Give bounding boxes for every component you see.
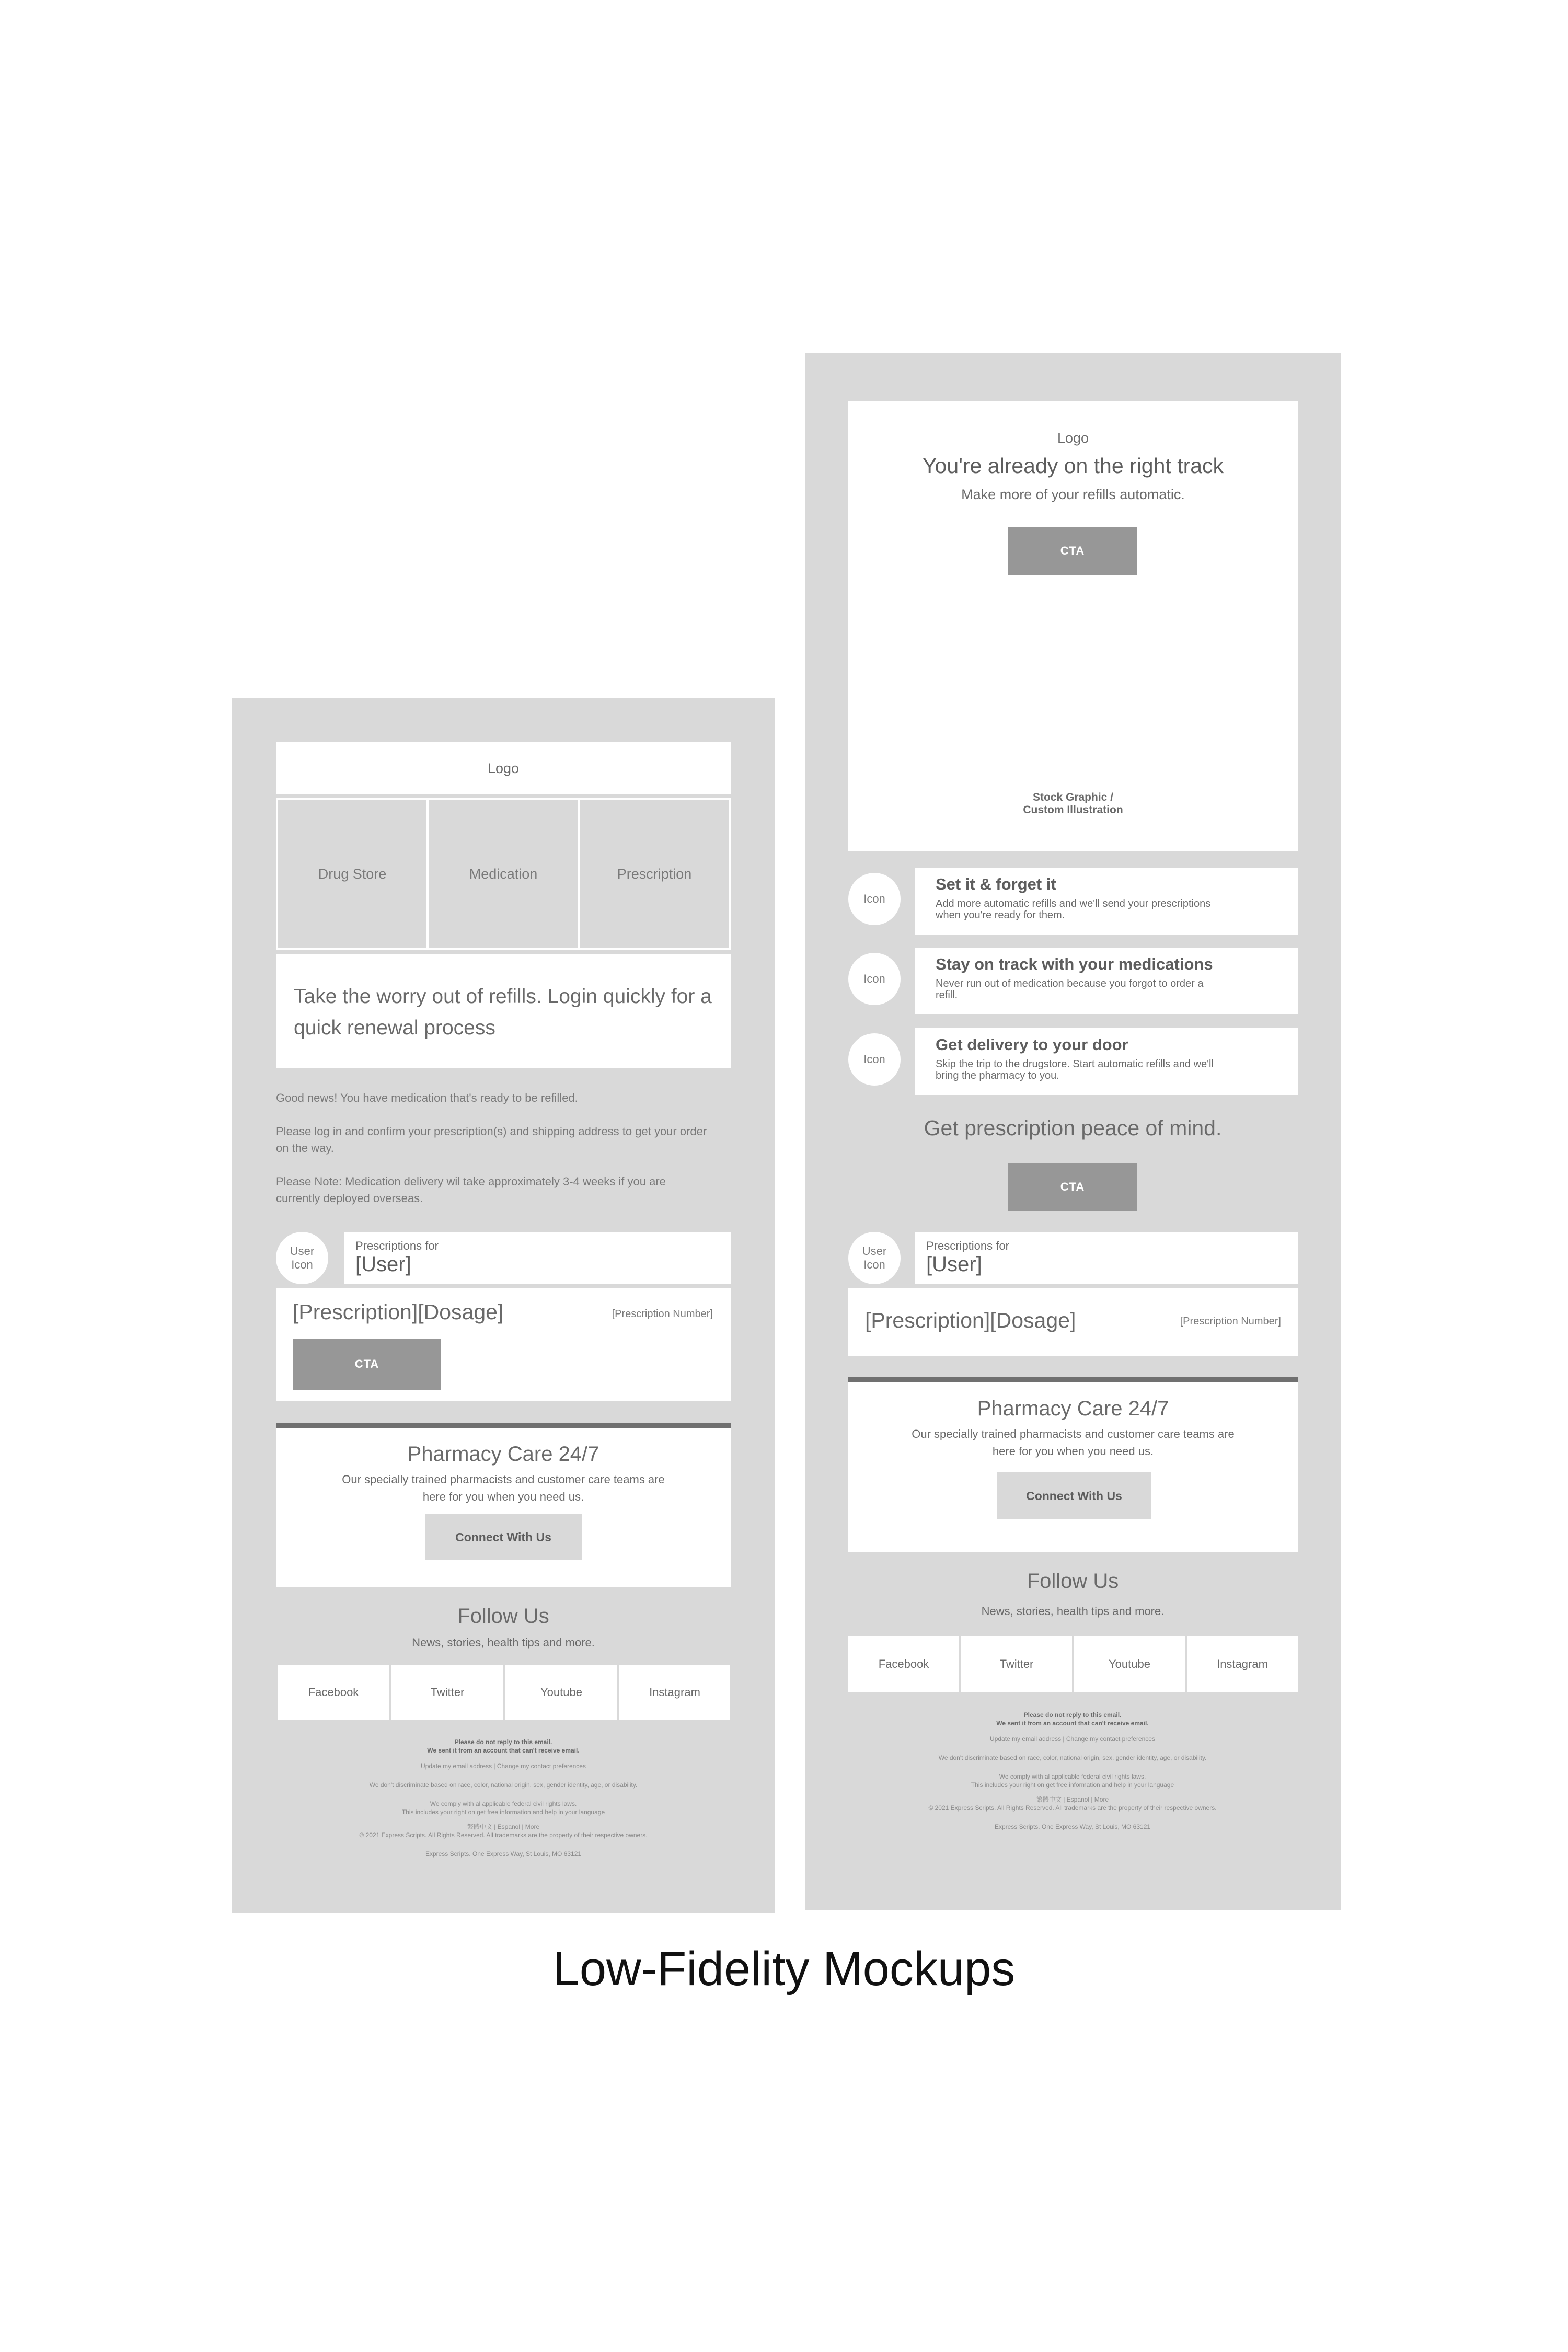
twitter-link[interactable] [961, 1636, 1072, 1692]
youtube-link[interactable] [1074, 1636, 1185, 1692]
feature-icon-2 [848, 953, 901, 1005]
right-headline: You're already on the right track [922, 454, 1224, 478]
care-title: Pharmacy Care 24/7 [407, 1443, 599, 1466]
care-text: Our specially trained pharmacists and customer care teams are here for you when you need us. [342, 1473, 665, 1503]
copyright: © 2021 Express Scripts. All Rights Reserved. All trademarks are the property of their respective owners. [359, 1831, 648, 1839]
preferences-links[interactable]: Update my email address | Change my contact preferences [421, 1762, 586, 1770]
right-care-box [848, 1382, 1298, 1552]
left-mockup-panel [232, 698, 775, 1913]
left-user-icon [276, 1232, 328, 1284]
social-label: Instagram [1217, 1657, 1268, 1670]
prescriptions-for-label: Prescriptions for [926, 1239, 1009, 1252]
feature-title: Set it & forget it [936, 875, 1056, 893]
cta-label: CTA [354, 1357, 379, 1370]
no-reply-2: We sent it from an account that can't receive email. [996, 1720, 1149, 1727]
right-user-icon [848, 1232, 901, 1284]
no-reply-1: Please do not reply to this email. [1023, 1711, 1122, 1719]
youtube-link[interactable] [505, 1665, 617, 1720]
left-follow-sub: News, stories, health tips and more. [412, 1636, 595, 1649]
facebook-link[interactable] [848, 1636, 959, 1692]
discrimination-notice: We don't discriminate based on race, color, national origin, sex, gender identity, age, or disability. [369, 1781, 638, 1789]
icon-label: Icon [863, 972, 885, 985]
comply-line-1: We comply with al applicable federal civil rights laws. [999, 1773, 1146, 1780]
instagram-link[interactable] [619, 1665, 730, 1720]
rx-title: [Prescription][Dosage] [293, 1300, 504, 1324]
tile-label: Medication [469, 866, 538, 882]
right-logo: Logo [1057, 430, 1089, 446]
icon-label: Icon [863, 892, 885, 905]
right-divider [848, 1377, 1298, 1382]
right-hero-cta-button[interactable] [1008, 527, 1137, 575]
social-label: Facebook [878, 1657, 929, 1670]
left-body-text [276, 1090, 710, 1207]
left-logo: Logo [487, 760, 520, 776]
left-rx-card [276, 1288, 731, 1401]
body-paragraph: Good news! You have medication that's ready to be refilled. [276, 1091, 578, 1104]
comply-line-2: This includes your right on get free information and help in your language [971, 1781, 1174, 1789]
left-hero-box [276, 954, 731, 1068]
left-logo-bar [276, 742, 731, 794]
feature-title: Stay on track with your medications [936, 955, 1213, 973]
right-follow-sub: News, stories, health tips and more. [981, 1605, 1165, 1618]
tile-label: Prescription [617, 866, 692, 882]
instagram-link[interactable] [1187, 1636, 1298, 1692]
left-follow-title: Follow Us [457, 1605, 549, 1628]
preferences-links[interactable]: Update my email address | Change my contact preferences [990, 1735, 1155, 1743]
feature-icon-3 [848, 1033, 901, 1086]
right-subline: Make more of your refills automatic. [961, 487, 1185, 502]
body-paragraph: Please log in and confirm your prescription(s) and shipping address to get your order on the way. [276, 1125, 707, 1155]
right-rx-card [848, 1288, 1298, 1356]
right-follow-title: Follow Us [1027, 1570, 1119, 1593]
no-reply-line [832, 1719, 1313, 1727]
peace-of-mind-heading: Get prescription peace of mind. [924, 1116, 1222, 1140]
no-reply-1: Please do not reply to this email. [454, 1738, 552, 1746]
facebook-link[interactable] [278, 1665, 389, 1720]
connect-label: Connect With Us [455, 1530, 551, 1544]
left-care-box [276, 1428, 731, 1587]
social-label: Instagram [649, 1685, 700, 1699]
social-label: Facebook [308, 1685, 359, 1699]
right-hero-card [848, 401, 1298, 851]
user-name: [User] [355, 1253, 411, 1276]
feature-card-2 [915, 948, 1298, 1014]
right-social-row [848, 1636, 1298, 1692]
left-social-row [278, 1665, 730, 1720]
rx-title: [Prescription][Dosage] [865, 1308, 1076, 1332]
page-title: Low-Fidelity Mockups [552, 1942, 1016, 1996]
left-divider [276, 1423, 731, 1428]
language-links[interactable]: 繁體中文 | Espanol | More [467, 1823, 540, 1830]
icon-label: Icon [863, 1053, 885, 1066]
feature-card-1 [915, 868, 1298, 935]
prescriptions-for-label: Prescriptions for [355, 1239, 439, 1252]
body-paragraph: Please Note: Medication delivery wil take approximately 3-4 weeks if you are currently deployed overseas. [276, 1175, 666, 1205]
no-reply-line [263, 1738, 744, 1746]
comply-line-2: This includes your right on get free information and help in your language [401, 1808, 605, 1816]
twitter-link[interactable] [391, 1665, 503, 1720]
social-label: Twitter [999, 1657, 1034, 1670]
hero-text: Take the worry out of refills. Login quickly for a quick renewal process [294, 985, 712, 1039]
feature-title: Get delivery to your door [936, 1035, 1128, 1054]
feature-desc: Never run out of medication because you forgot to order a refill. [936, 978, 1204, 1001]
care-text: Our specially trained pharmacists and customer care teams are here for you when you need us. [912, 1427, 1235, 1458]
copyright: © 2021 Express Scripts. All Rights Reserved. All trademarks are the property of their respective owners. [928, 1804, 1217, 1812]
user-icon-label: User Icon [290, 1244, 315, 1271]
cta-label: CTA [1060, 544, 1085, 557]
left-footer [263, 1738, 744, 1858]
tile-prescription[interactable] [580, 800, 729, 948]
social-label: Youtube [540, 1685, 582, 1699]
right-prescriptions-for [915, 1232, 1298, 1284]
right-peace-cta-button[interactable] [1008, 1163, 1137, 1211]
discrimination-notice: We don't discriminate based on race, color, national origin, sex, gender identity, age, or disability. [938, 1754, 1207, 1761]
feature-icon-1 [848, 873, 901, 925]
comply-line-1: We comply with al applicable federal civil rights laws. [430, 1800, 577, 1807]
social-label: Twitter [430, 1685, 465, 1699]
right-footer [832, 1711, 1313, 1831]
language-links[interactable]: 繁體中文 | Espanol | More [1036, 1796, 1109, 1803]
feature-desc: Skip the trip to the drugstore. Start automatic refills and we'll bring the pharmacy to you. [936, 1058, 1214, 1081]
tile-drug-store[interactable] [278, 800, 426, 948]
stock-graphic-placeholder: Stock Graphic / Custom Illustration [1023, 791, 1123, 816]
feature-card-3 [915, 1028, 1298, 1095]
care-title: Pharmacy Care 24/7 [977, 1397, 1169, 1420]
social-label: Youtube [1109, 1657, 1150, 1670]
no-reply-line [263, 1746, 744, 1755]
right-connect-button[interactable] [997, 1472, 1151, 1519]
address: Express Scripts. One Express Way, St Louis, MO 63121 [425, 1850, 582, 1858]
rx-number: [Prescription Number] [612, 1308, 713, 1320]
user-name: [User] [926, 1253, 982, 1276]
feature-desc: Add more automatic refills and we'll send your prescriptions when you're ready for them. [936, 898, 1211, 921]
right-mockup-panel [805, 353, 1341, 1910]
left-rx-cta-button[interactable] [293, 1339, 441, 1390]
left-prescriptions-for [344, 1232, 731, 1284]
tile-label: Drug Store [318, 866, 387, 882]
left-tiles-row [276, 798, 731, 950]
address: Express Scripts. One Express Way, St Louis, MO 63121 [994, 1823, 1151, 1830]
user-icon-label: User Icon [862, 1244, 887, 1271]
cta-label: CTA [1060, 1180, 1085, 1193]
no-reply-line [832, 1711, 1313, 1719]
tile-medication[interactable] [429, 800, 578, 948]
rx-number: [Prescription Number] [1180, 1316, 1281, 1327]
connect-label: Connect With Us [1026, 1489, 1122, 1503]
no-reply-2: We sent it from an account that can't receive email. [427, 1747, 580, 1754]
left-connect-button[interactable] [425, 1514, 582, 1560]
